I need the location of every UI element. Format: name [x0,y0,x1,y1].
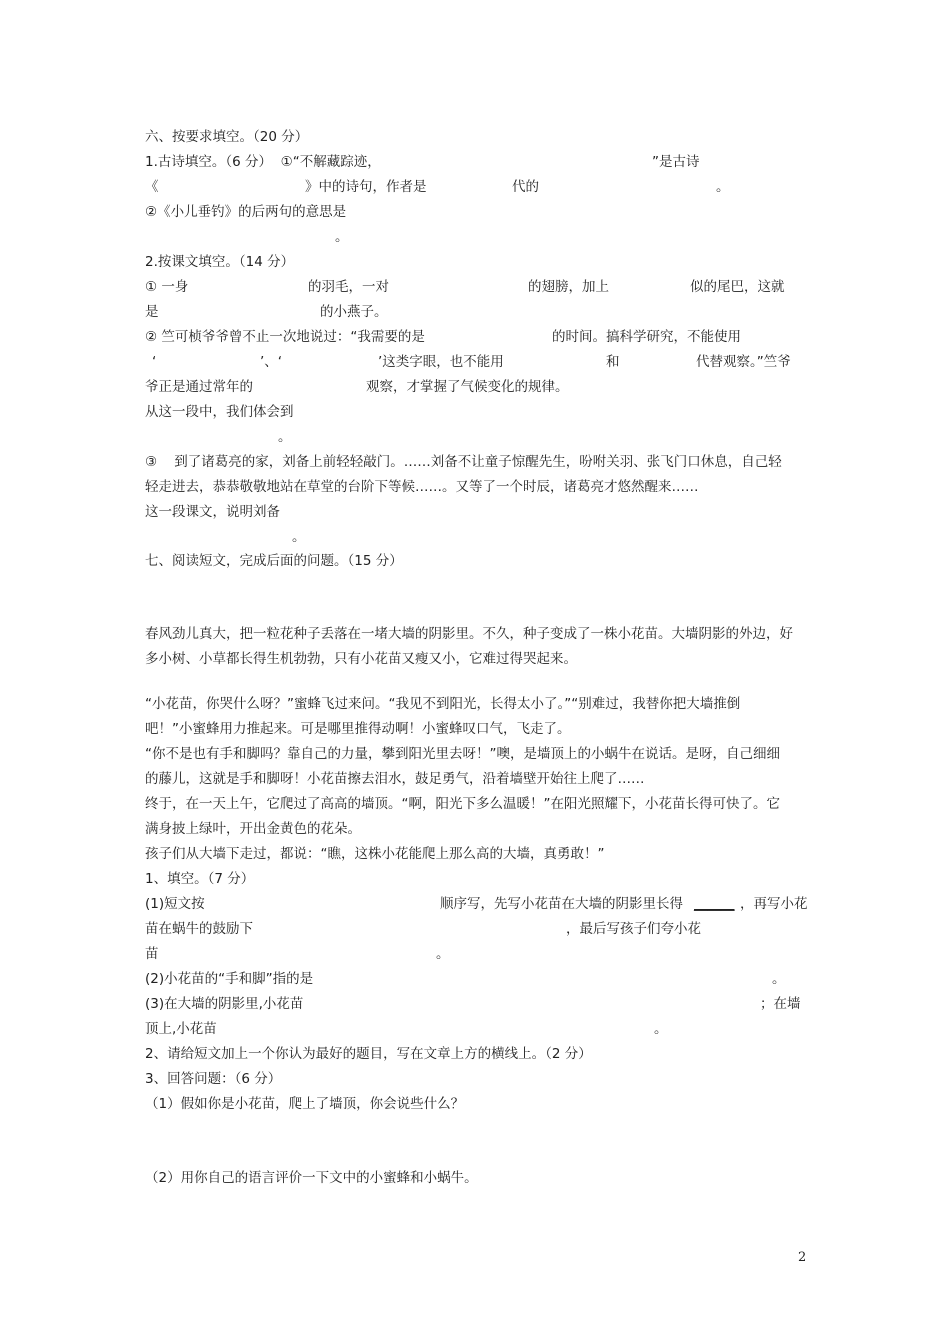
passage-p3a: “你不是也有手和脚吗？靠自己的力量，攀到阳光里去呀！”噢，是墙顶上的小蜗牛在说话。是呀，自己细细 [145,746,780,762]
s7-q3-title: 3、回答问题：（6 分） [145,1071,282,1087]
s7-q1-e2: ；在墙 [760,996,801,1012]
s7-q1-c2: 。 [436,946,450,962]
s7-q1-f1: 顶上,小花苗 [145,1021,217,1037]
s7-q2: 2、请给短文加上一个你认为最好的题目，写在文章上方的横线上。（2 分） [145,1046,592,1062]
q1-line-g: ②《小儿垂钓》的后两句的意思是 [145,204,347,220]
s7-q1-e1: (3)在大墙的阴影里,小花苗 [145,996,304,1012]
q2-l1-3: 似的尾巴，这就 [690,279,785,295]
q2-l4-4: 代替观察。”竺爷 [696,354,791,370]
s7-q1-a2: 顺序写，先写小花苗在大墙的阴影里长得 [440,896,683,912]
s7-q1-a3: ，再写小花 [740,896,808,912]
q2-l8: ③ 到了诸葛亮的家，刘备上前轻轻敲门。……刘备不让童子惊醒先生，吩咐关羽、张飞门口休息，自己轻 [145,454,782,470]
q2-l7: 。 [278,429,292,445]
q2-l1-2: 的翅膀，加上 [528,279,609,295]
passage-p5: 孩子们从大墙下走过，都说：“瞧，这株小花能爬上那么高的大墙，真勇敢！” [145,846,605,862]
q2-l5-0: 爷正是通过常年的 [145,379,253,395]
q2-l4-0: ‘ [152,354,157,370]
s7-q3-a: （1）假如你是小花苗，爬上了墙顶，你会说些什么？ [145,1096,465,1112]
q2-title: 2.按课文填空。（14 分） [145,254,295,270]
q1-line-e: 代的 [512,179,539,195]
q2-l4-2: ’这类字眼，也不能用 [378,354,504,370]
q1-line-b: ”是古诗 [652,154,700,170]
q2-l10: 这一段课文，说明刘备 [145,504,280,520]
s7-q1-d1: (2)小花苗的“手和脚”指的是 [145,971,314,987]
q1-line-a: 1.古诗填空。（6 分） ①“不解藏踪迹， [145,154,381,170]
q2-l11: 。 [292,529,306,545]
section-7-title: 七、阅读短文，完成后面的问题。（15 分） [145,553,403,569]
q2-l9: 轻走进去，恭恭敬敬地站在草堂的台阶下等候……。又等了一个时辰，诸葛亮才悠然醒来…… [145,479,699,495]
s7-q1-c1: 苗 [145,946,159,962]
s7-q3-b: （2）用你自己的语言评价一下文中的小蜜蜂和小蜗牛。 [145,1170,478,1186]
q1-line-d: 》中的诗句，作者是 [305,179,427,195]
q2-l2-0: 是 [145,304,159,320]
q2-l6: 从这一段中，我们体会到 [145,404,294,420]
passage-p2a: “小花苗，你哭什么呀？”蜜蜂飞过来问。“我见不到阳光，长得太小了。”“别难过，我替你把大墙推倒 [145,696,741,712]
q2-l3-0: ② 竺可桢爷爷曾不止一次地说过：“我需要的是 [145,329,425,345]
q1-line-c: 《 [145,179,159,195]
q2-l1-1: 的羽毛，一对 [308,279,389,295]
s7-q1-title: 1、填空。（7 分） [145,871,255,887]
passage-p4b: 满身披上绿叶，开出金黄色的花朵。 [145,821,361,837]
passage-p1b: 多小树、小草都长得生机勃勃，只有小花苗又瘦又小，它难过得哭起来。 [145,651,577,667]
s7-q1-b2: ，最后写孩子们夸小花 [566,921,701,937]
q2-l5-1: 观察，才掌握了气候变化的规律。 [366,379,569,395]
q1-line-f: 。 [716,179,730,195]
s7-q1-b1: 苗在蜗牛的鼓励下 [145,921,253,937]
q2-l1-0: ① 一身 [145,279,189,295]
s7-q1-blank: ______ [694,896,735,912]
section-6-title: 六、按要求填空。（20 分） [145,129,309,145]
s7-q1-a1: (1)短文按 [145,896,205,912]
s7-q1-d2: 。 [772,971,786,987]
page-number: 2 [798,1250,807,1265]
s7-q1-f2: 。 [654,1021,668,1037]
q2-l4-1: ’、‘ [260,354,283,370]
passage-p3b: 的藤儿，这就是手和脚呀！小花苗擦去泪水，鼓足勇气，沿着墙壁开始往上爬了…… [145,771,645,787]
q2-l3-1: 的时间。搞科学研究，不能使用 [552,329,741,345]
passage-p1a: 春风劲儿真大，把一粒花种子丢落在一堵大墙的阴影里。不久，种子变成了一株小花苗。大墙阴影的外边，好 [145,626,793,642]
passage-p4a: 终于，在一天上午，它爬过了高高的墙顶。“啊，阳光下多么温暖！”在阳光照耀下，小花苗长得可快了。它 [145,796,780,812]
passage-p2b: 吧！”小蜜蜂用力推起来。可是哪里推得动啊！小蜜蜂叹口气，飞走了。 [145,721,571,737]
q2-l4-3: 和 [606,354,620,370]
q1-line-h: 。 [335,229,349,245]
q2-l2-1: 的小燕子。 [320,304,388,320]
